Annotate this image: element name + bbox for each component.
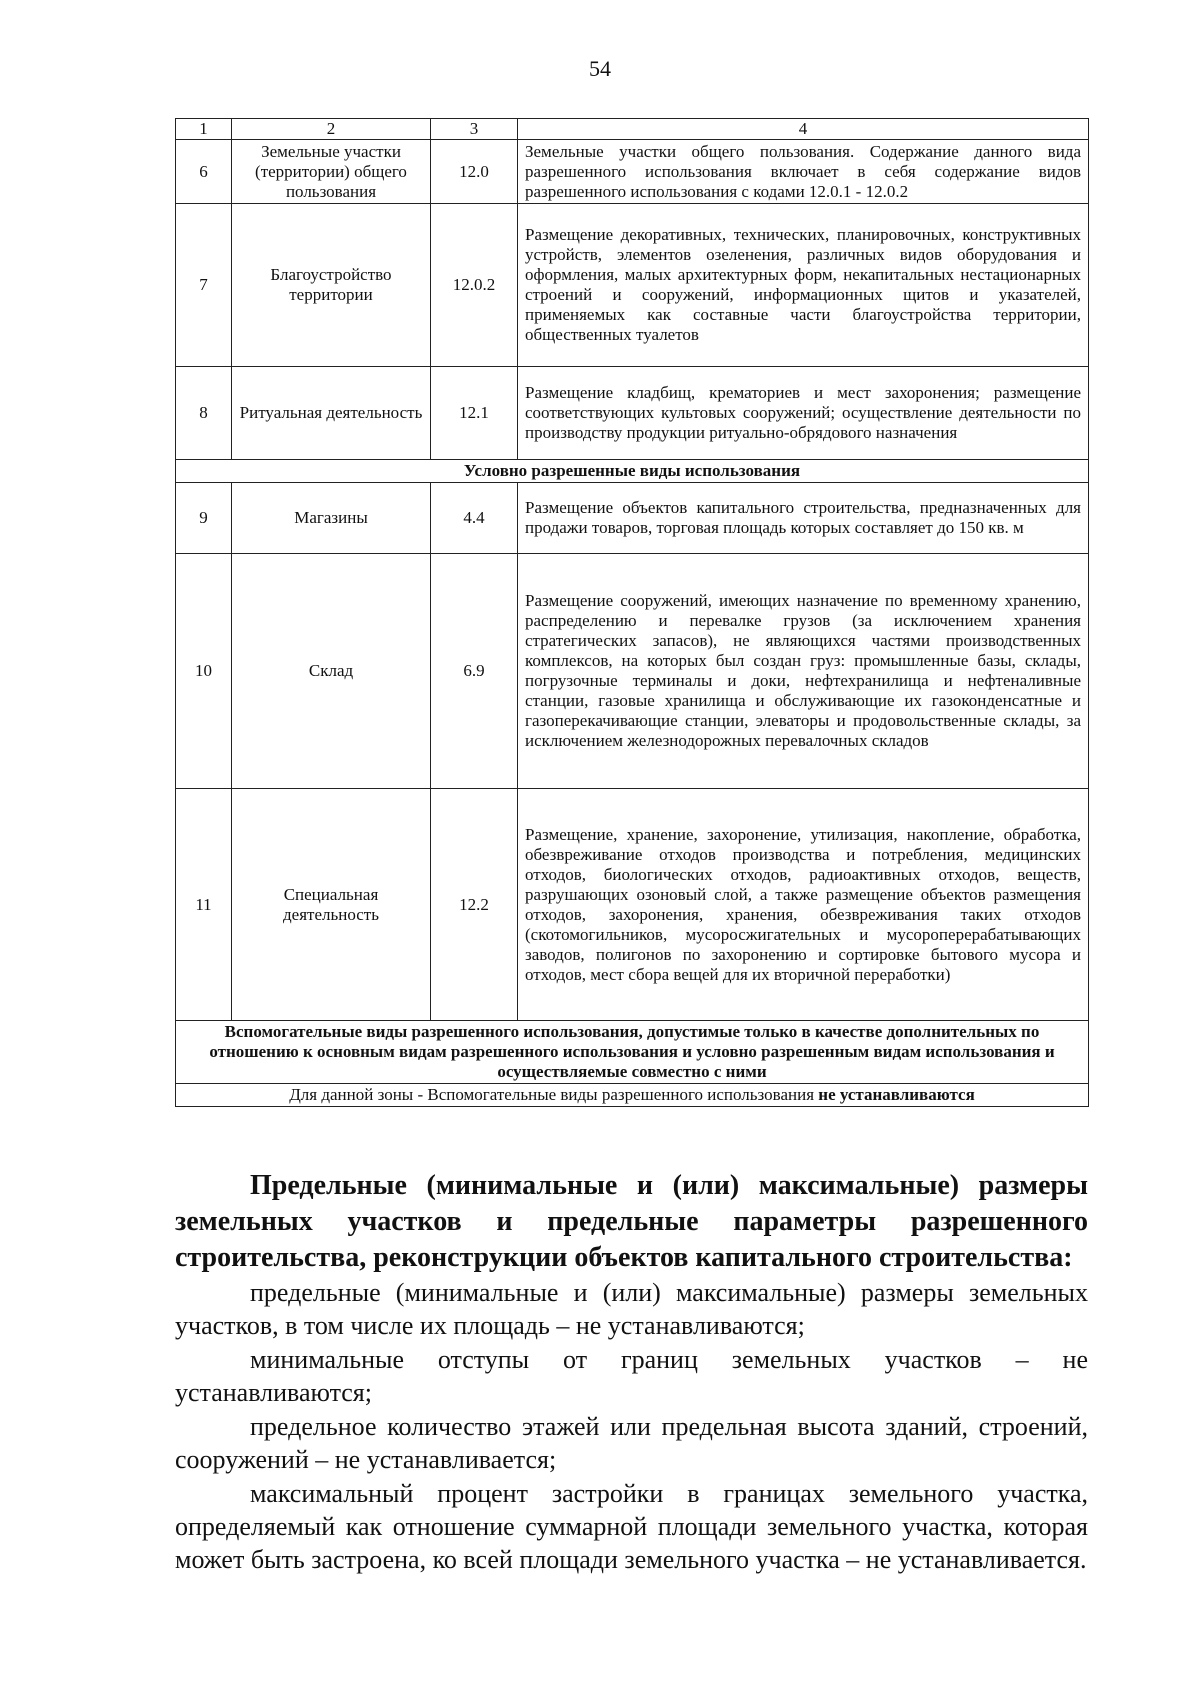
parameter-paragraph: минимальные отступы от границ земельных участков – не устанавливаются; <box>175 1345 1088 1407</box>
use-name: Благоустройство территории <box>232 204 431 367</box>
table-row <box>176 554 1089 789</box>
use-name: Склад <box>232 554 431 789</box>
table-row <box>176 367 1089 460</box>
use-code: 12.1 <box>431 367 518 460</box>
column-header: 4 <box>518 119 1089 140</box>
row-number: 11 <box>176 789 232 1021</box>
table-row <box>176 140 1089 204</box>
auxiliary-note <box>176 1084 1089 1107</box>
auxiliary-note-text: Для данной зоны - Вспомогательные виды разрешенного использования <box>289 1085 819 1104</box>
use-description: Земельные участки общего пользования. Содержание данного вида разрешенного использования включает в себя содержание видов разрешенного использования с кодами 12.0.1 - 12.0.2 <box>518 140 1089 204</box>
column-header: 2 <box>232 119 431 140</box>
use-code: 12.0 <box>431 140 518 204</box>
use-code: 4.4 <box>431 483 518 554</box>
row-number: 6 <box>176 140 232 204</box>
table-header-row <box>176 119 1089 140</box>
use-description: Размещение объектов капитального строительства, предназначенных для продажи товаров, торговая площадь которых составляет до 150 кв. м <box>518 483 1089 554</box>
use-name: Земельные участки (территории) общего пользования <box>232 140 431 204</box>
row-number: 9 <box>176 483 232 554</box>
table-row <box>176 483 1089 554</box>
row-number: 10 <box>176 554 232 789</box>
use-description: Размещение декоративных, технических, планировочных, конструктивных устройств, элементов озеленения, различных видов оборудования и оформления, малых архитектурных форм, некапитальных нестационарных строений и сооружений, информационных щитов и указателей, применяемых как составные части благоустройства территории, общественных туалетов <box>518 204 1089 367</box>
parameters-list <box>175 1276 1088 1577</box>
section-heading: Предельные (минимальные и (или) максимальные) размеры земельных участков и предельные параметры разрешенного строительства, реконструкции объектов капитального строительства: <box>175 1170 1088 1273</box>
column-header: 3 <box>431 119 518 140</box>
use-code: 6.9 <box>431 554 518 789</box>
parameter-paragraph: предельные (минимальные и (или) максимальные) размеры земельных участков, в том числе их площадь – не устанавливаются; <box>175 1278 1088 1340</box>
section-title-conditional: Условно разрешенные виды использования <box>176 460 1089 483</box>
page-number: 54 <box>589 56 611 81</box>
use-code: 12.2 <box>431 789 518 1021</box>
use-description: Размещение кладбищ, крематориев и мест захоронения; размещение соответствующих культовых сооружений; осуществление деятельности по производству продукции ритуально-обрядового назначения <box>518 367 1089 460</box>
parameter-paragraph: максимальный процент застройки в границах земельного участка, определяемый как отношение суммарной площади земельного участка, которая может быть застроена, ко всей площади земельного участка – не устанавливается. <box>175 1479 1088 1574</box>
use-description: Размещение, хранение, захоронение, утилизация, накопление, обработка, обезвреживание отходов производства и потребления, медицинских отходов, биологических отходов, радиоактивных отходов, веществ, разрушающих озоновый слой, а также размещение объектов размещения отходов, захоронения, хранения, обезвреживания таких отходов (скотомогильников, мусоросжигательных и мусороперерабатывающих заводов, полигонов по захоронению и сортировке бытового мусора и отходов, мест сбора вещей для их вторичной переработки) <box>518 789 1089 1021</box>
row-number: 8 <box>176 367 232 460</box>
use-description: Размещение сооружений, имеющих назначение по временному хранению, распределению и перевалке грузов (за исключением хранения стратегических запасов), не являющихся частями производственных комплексов, на которых был создан груз: промышленные базы, склады, погрузочные терминалы и доки, нефтехранилища и нефтеналивные станции, газовые хранилища и обслуживающие их газоконденсатные и газоперекачивающие станции, элеваторы и продовольственные склады, за исключением железнодорожных перевалочных складов <box>518 554 1089 789</box>
column-header: 1 <box>176 119 232 140</box>
section-row <box>176 460 1089 483</box>
section-title-auxiliary: Вспомогательные виды разрешенного использования, допустимые только в качестве дополнительных по отношению к основным видам разрешенного использования и условно разрешенным видам использования и осуществляемые совместно с ними <box>176 1021 1089 1084</box>
row-number: 7 <box>176 204 232 367</box>
use-code: 12.0.2 <box>431 204 518 367</box>
table-row <box>176 204 1089 367</box>
section-row <box>176 1021 1089 1084</box>
table-row <box>176 789 1089 1021</box>
auxiliary-note-emphasis: не устанавливаются <box>818 1085 975 1104</box>
note-row <box>176 1084 1089 1107</box>
parameter-paragraph: предельное количество этажей или предельная высота зданий, строений, сооружений – не устанавливается; <box>175 1412 1088 1474</box>
land-use-table <box>175 118 1089 1107</box>
use-name: Специальная деятельность <box>232 789 431 1021</box>
use-name: Магазины <box>232 483 431 554</box>
use-name: Ритуальная деятельность <box>232 367 431 460</box>
